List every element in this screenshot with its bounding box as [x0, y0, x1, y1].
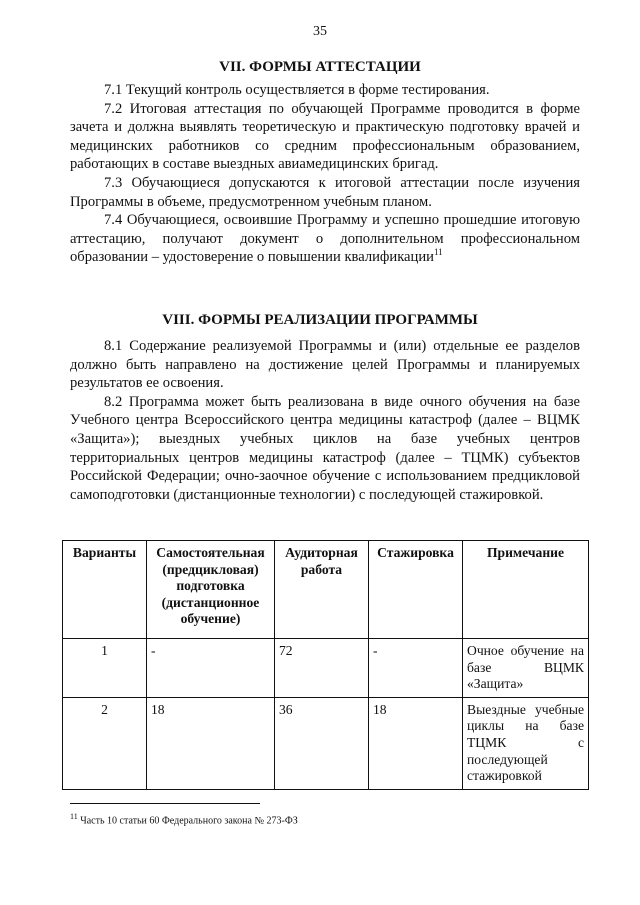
- footnote: [70, 810, 590, 827]
- cell-internship: -: [369, 639, 463, 698]
- cell-variant: 2: [63, 697, 147, 789]
- column-header-self-study: Самостоятельная (предцикловая) подготовка (дистанционное обучение): [147, 541, 275, 639]
- footnote-divider: [70, 803, 260, 804]
- column-header-internship: Стажировка: [369, 541, 463, 639]
- footnote-number: 11: [70, 812, 78, 821]
- cell-classroom: 36: [275, 697, 369, 789]
- paragraph-8-1: 8.1 Содержание реализуемой Программы и (или) отдельные ее разделов должно быть направлено на достижение целей Программы и планируемых результатов ее освоения.: [70, 338, 580, 392]
- cell-internship: 18: [369, 697, 463, 789]
- column-header-variants: Варианты: [63, 541, 147, 639]
- footnote-reference[interactable]: 11: [433, 247, 443, 258]
- paragraph-7-2: 7.2 Итоговая аттестация по обучающей Программе проводится в форме зачета и должна выявлять теоретическую и практическую подготовку врачей и медицинских работников со средним профессиональным образованием, работающих в составе выездных авиамедицинских бригад.: [70, 100, 580, 173]
- column-header-note: Примечание: [463, 541, 589, 639]
- paragraph-7-4: [70, 211, 580, 267]
- section-8-heading: VIII. ФОРМЫ РЕАЛИЗАЦИИ ПРОГРАММЫ: [162, 312, 478, 328]
- table-row: [63, 639, 589, 698]
- cell-note: Выездные учебные циклы на базе ТЦМК с последующей стажировкой: [463, 697, 589, 789]
- footnote-text: Часть 10 статьи 60 Федерального закона № 273-ФЗ: [80, 815, 298, 827]
- table-row: [63, 697, 589, 789]
- cell-self-study: -: [147, 639, 275, 698]
- section-7-heading: VII. ФОРМЫ АТТЕСТАЦИИ: [219, 59, 421, 75]
- cell-variant: 1: [63, 639, 147, 698]
- section-8-body: [70, 337, 580, 504]
- cell-classroom: 72: [275, 639, 369, 698]
- cell-self-study: 18: [147, 697, 275, 789]
- section-7-body: [70, 81, 580, 267]
- column-header-classroom: Аудиторная работа: [275, 541, 369, 639]
- table-header-row: [63, 541, 589, 639]
- paragraph-7-1: 7.1 Текущий контроль осуществляется в форме тестирования.: [104, 82, 490, 98]
- paragraph-7-3: 7.3 Обучающиеся допускаются к итоговой аттестации после изучения Программы в объеме, предусмотренном учебным планом.: [70, 174, 580, 210]
- page-number: 35: [313, 24, 327, 39]
- paragraph-8-2: 8.2 Программа может быть реализована в виде очного обучения на базе Учебного центра Всероссийского центра медицины катастроф (далее – ВЦМК «Защита»); выездных учебных циклов на базе учебных центров территориальных центров медицины катастроф (далее – ТЦМК) субъектов Российской Федерации; очно-заочное обучение с использованием предцикловой самоподготовки (дистанционные технологии) с последующей стажировкой.: [70, 393, 580, 503]
- cell-note: Очное обучение на базе ВЦМК «Защита»: [463, 639, 589, 698]
- implementation-options-table: [62, 540, 589, 790]
- paragraph-7-4-text: 7.4 Обучающиеся, освоившие Программу и успешно прошедшие итоговую аттестацию, получают документ о дополнительном профессиональном образовании – удостоверение о повышении квалификации: [70, 212, 580, 266]
